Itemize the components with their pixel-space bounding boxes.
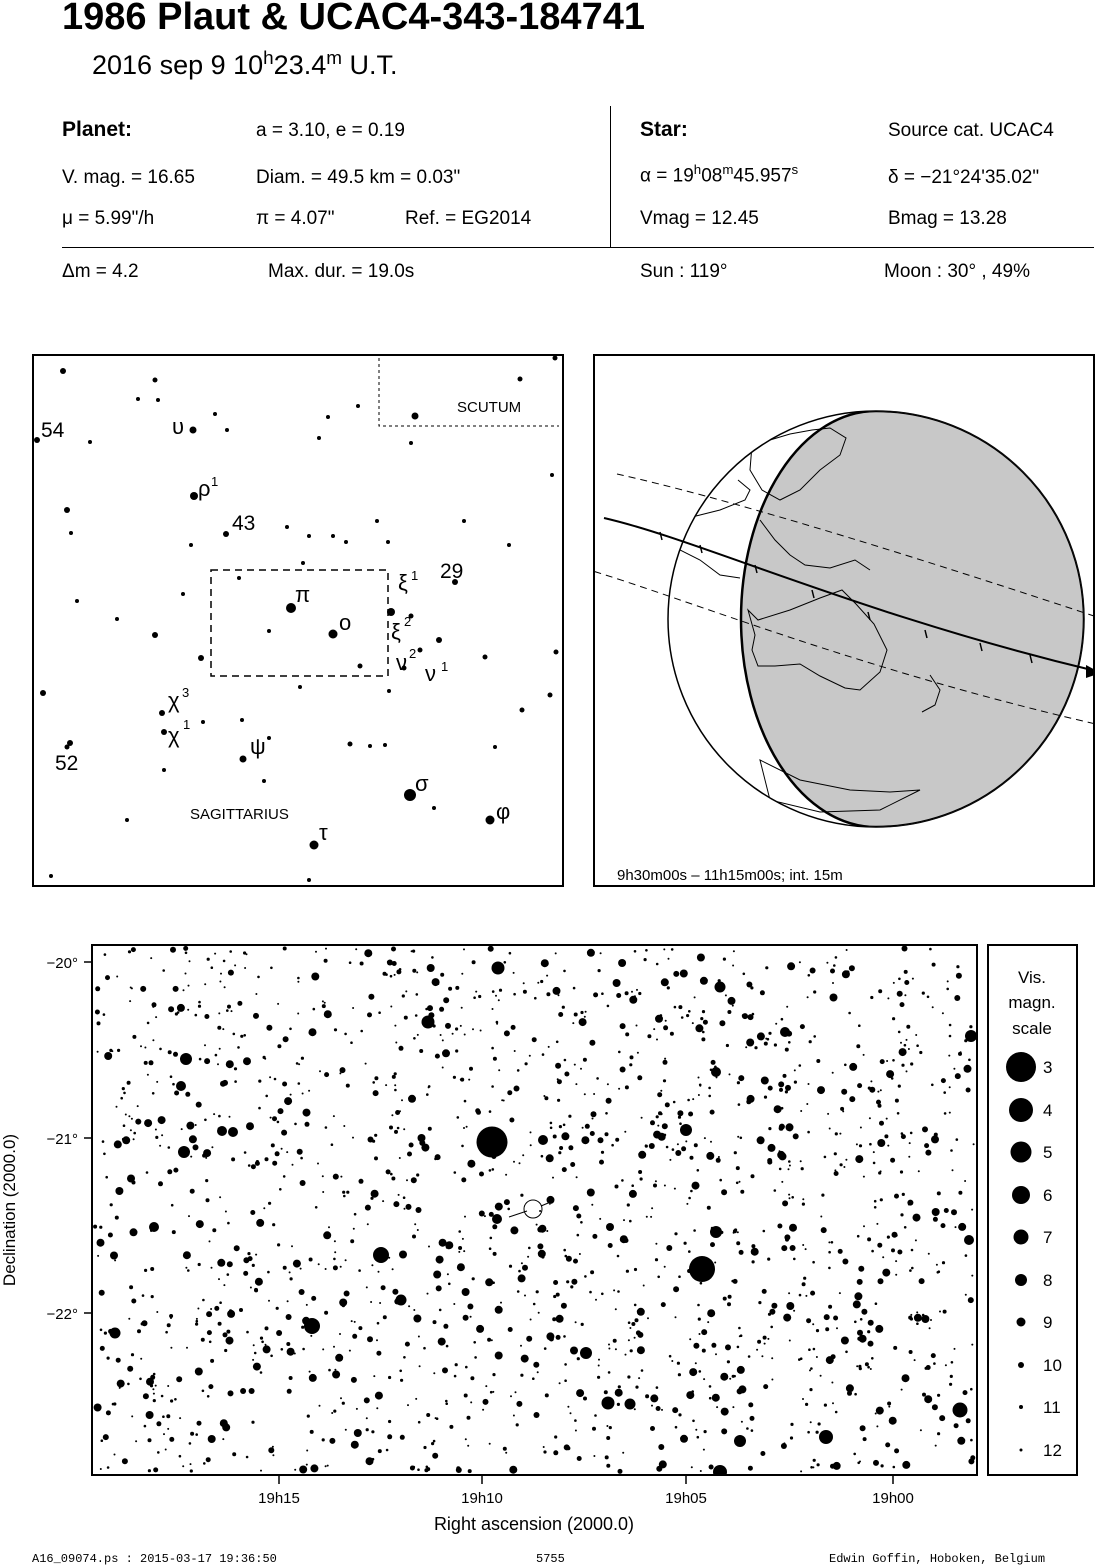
star-label-chi1-index: 1 [183, 717, 191, 732]
finder-star [159, 710, 165, 716]
star-label-pi: π [295, 582, 311, 607]
finder-star [225, 428, 229, 432]
constellation-label-scutum: SCUTUM [457, 399, 522, 416]
scale-disc-4 [1009, 1098, 1033, 1122]
scale-label-3: 3 [1043, 1058, 1053, 1077]
ra-hour-unit: h [693, 162, 702, 177]
finder-star [136, 397, 140, 401]
footer-file: A16_09074.ps : 2015-03-17 19:36:50 [32, 1552, 277, 1566]
ra-minutes: 08 [701, 165, 723, 187]
finder-star [213, 412, 217, 416]
constellation-label-sagittarius: SAGITTARIUS [190, 806, 289, 823]
star-label-xi2-index: 2 [404, 614, 412, 629]
star-label-chi3: χ [168, 688, 180, 713]
planet-heading: Planet: [62, 118, 133, 141]
finder-star [152, 632, 158, 638]
finder-star [156, 398, 160, 402]
table-rule [62, 247, 1094, 248]
scale-disc-12 [1020, 1449, 1023, 1452]
dec-tick-20: −20° [46, 955, 78, 972]
magnitude-scale [987, 944, 1078, 1476]
finder-star [161, 729, 167, 735]
star-label-sigma: σ [415, 771, 429, 796]
finder-star [317, 436, 321, 440]
event-datetime [92, 48, 398, 81]
y-axis-label: Declination (2000.0) [0, 1133, 19, 1287]
finder-star [190, 492, 198, 500]
scale-disc-10 [1018, 1362, 1024, 1368]
finder-star [125, 818, 129, 822]
finder-star [386, 540, 390, 544]
scale-disc-8 [1015, 1274, 1027, 1286]
scale-disc-9 [1017, 1318, 1026, 1327]
moon-info: Moon : 30° , 49% [884, 261, 1030, 282]
finder-star [198, 655, 204, 661]
finder-star [240, 718, 244, 722]
planet-vmag: V. mag. = 16.65 [62, 167, 195, 188]
scale-disc-7 [1014, 1230, 1029, 1245]
finder-star [88, 440, 92, 444]
scale-disc-6 [1012, 1186, 1030, 1204]
finder-star [307, 534, 311, 538]
finder-star [69, 531, 73, 535]
planet-diameter: Diam. = 49.5 km = 0.03" [256, 167, 461, 188]
star-label-upsilon: υ [172, 414, 185, 439]
finder-star [237, 576, 241, 580]
scale-title-line1: Vis. [1017, 968, 1047, 987]
finder-star [548, 693, 553, 698]
star-label-xi1: ξ [398, 570, 408, 595]
scale-label-12: 12 [1043, 1441, 1062, 1460]
ra-tick-19h05: 19h05 [665, 1490, 707, 1507]
ra-minute-unit: m [722, 162, 734, 177]
globe-caption: 9h30m00s – 11h15m00s; int. 15m [617, 867, 843, 884]
star-label-xi2: ξ [391, 619, 401, 644]
minute-unit: m [326, 48, 342, 69]
finder-star [553, 356, 558, 361]
star-source: Source cat. UCAC4 [888, 120, 1054, 141]
finder-star [189, 543, 193, 547]
planet-parallax: π = 4.07" [256, 208, 335, 229]
footer-author: Edwin Goffin, Hoboken, Belgium [829, 1552, 1046, 1566]
finder-star [412, 413, 419, 420]
star-bmag: Bmag = 13.28 [888, 208, 1007, 229]
planet-motion: μ = 5.99"/h [62, 208, 155, 229]
finder-star [40, 690, 46, 696]
star-label-phi: φ [496, 799, 511, 824]
finder-star [64, 507, 70, 513]
scale-label-8: 8 [1043, 1271, 1053, 1290]
finder-star [432, 806, 436, 810]
finder-star [329, 630, 338, 639]
scale-title-line3: scale [1012, 1019, 1052, 1038]
finder-star [65, 745, 70, 750]
x-axis-label: Right ascension (2000.0) [433, 1514, 635, 1534]
finder-star [462, 519, 466, 523]
finder-star [190, 427, 197, 434]
star-label-29: 29 [440, 560, 464, 583]
star-label-xi1-index: 1 [411, 568, 419, 583]
finder-star [344, 540, 348, 544]
finder-star [550, 473, 554, 477]
star-vmag: Vmag = 12.45 [640, 208, 759, 229]
scale-label-6: 6 [1043, 1186, 1053, 1205]
minute-value: 23.4 [273, 50, 327, 80]
scale-label-4: 4 [1043, 1101, 1053, 1120]
ra-tick-19h10: 19h10 [461, 1490, 503, 1507]
globe-panel [593, 354, 1095, 887]
finder-star [520, 708, 525, 713]
ra-prefix: α = 19 [640, 165, 694, 187]
finder-star [301, 561, 305, 565]
date-text: 2016 sep 9 10 [92, 50, 264, 80]
hour-unit: h [263, 48, 274, 69]
finder-star [267, 629, 271, 633]
star-label-psi: ψ [250, 734, 266, 759]
scale-disc-3 [1006, 1052, 1036, 1082]
finder-star [310, 841, 319, 850]
star-label-chi1: χ [168, 723, 180, 748]
finder-star [518, 377, 523, 382]
star-chart-axes [0, 940, 1104, 1540]
finder-star [285, 525, 289, 529]
finder-star [348, 742, 353, 747]
ra-seconds: 45.957 [733, 165, 792, 187]
finder-chart [32, 354, 564, 887]
finder-star [387, 689, 391, 693]
star-ra [640, 162, 798, 187]
delta-mag: Δm = 4.2 [62, 261, 139, 282]
ra-tick-19h15: 19h15 [258, 1490, 300, 1507]
star-label-omicron: o [339, 610, 352, 635]
finder-star [507, 543, 511, 547]
finder-star [326, 415, 330, 419]
finder-star [298, 685, 302, 689]
star-label-rho-index: 1 [211, 474, 219, 489]
sun-elongation: Sun : 119° [640, 261, 728, 282]
star-label-nu2-index: 2 [409, 646, 417, 661]
star-heading: Star: [640, 118, 688, 141]
finder-star [486, 816, 495, 825]
finder-star [115, 617, 119, 621]
finder-star [409, 441, 413, 445]
finder-star [267, 736, 271, 740]
finder-star [60, 368, 66, 374]
dec-tick-22: −22° [46, 1306, 78, 1323]
ra-tick-19h00: 19h00 [872, 1490, 914, 1507]
scale-disc-11 [1019, 1405, 1023, 1409]
dec-tick-21: −21° [46, 1131, 78, 1148]
scale-label-10: 10 [1043, 1356, 1062, 1375]
finder-star [493, 745, 497, 749]
star-label-43: 43 [232, 512, 256, 535]
magnitude-scale-canvas [989, 946, 1076, 1474]
finder-star [307, 878, 311, 882]
finder-star [375, 519, 379, 523]
finder-chart-canvas [34, 356, 562, 885]
star-label-52: 52 [55, 752, 79, 775]
finder-star [201, 720, 205, 724]
scale-label-7: 7 [1043, 1228, 1053, 1247]
finder-star [262, 779, 266, 783]
ra-second-unit: s [791, 162, 799, 177]
globe-canvas [595, 356, 1093, 885]
scale-disc-5 [1011, 1142, 1032, 1163]
finder-star [240, 756, 247, 763]
page-title: 1986 Plaut & UCAC4-343-184741 [62, 0, 645, 38]
finder-star [554, 650, 559, 655]
star-label-tau: τ [319, 820, 328, 845]
time-system: U.T. [341, 50, 398, 80]
finder-star [358, 664, 363, 669]
star-label-nu1-index: 1 [441, 659, 449, 674]
finder-star [436, 637, 442, 643]
star-dec: δ = −21°24'35.02" [888, 167, 1040, 188]
finder-star [383, 743, 387, 747]
finder-star [223, 531, 229, 537]
scale-label-9: 9 [1043, 1313, 1053, 1332]
star-label-54: 54 [41, 419, 65, 442]
star-label-rho: ρ [198, 476, 211, 501]
max-duration: Max. dur. = 19.0s [268, 261, 415, 282]
finder-star [181, 592, 185, 596]
finder-star [153, 378, 158, 383]
finder-star [368, 744, 372, 748]
star-label-chi3-index: 3 [182, 685, 190, 700]
planet-orbit: a = 3.10, e = 0.19 [256, 120, 405, 141]
scale-title-line2: magn. [1008, 993, 1056, 1012]
finder-star [75, 599, 79, 603]
night-hemisphere [741, 411, 1084, 827]
planet-reference: Ref. = EG2014 [405, 208, 532, 229]
finder-star [483, 655, 488, 660]
finder-star [356, 404, 360, 408]
finder-star [34, 437, 40, 443]
scale-label-5: 5 [1043, 1143, 1053, 1162]
star-label-nu1: ν [425, 661, 436, 686]
footer-number: 5755 [536, 1552, 565, 1566]
finder-star [49, 874, 53, 878]
finder-star [418, 648, 423, 653]
scale-label-11: 11 [1043, 1398, 1061, 1417]
star-label-nu2: ν [396, 650, 407, 675]
finder-star [331, 534, 335, 538]
table-divider [610, 106, 611, 248]
finder-star [162, 768, 166, 772]
shadow-direction-arrow [1086, 665, 1093, 678]
